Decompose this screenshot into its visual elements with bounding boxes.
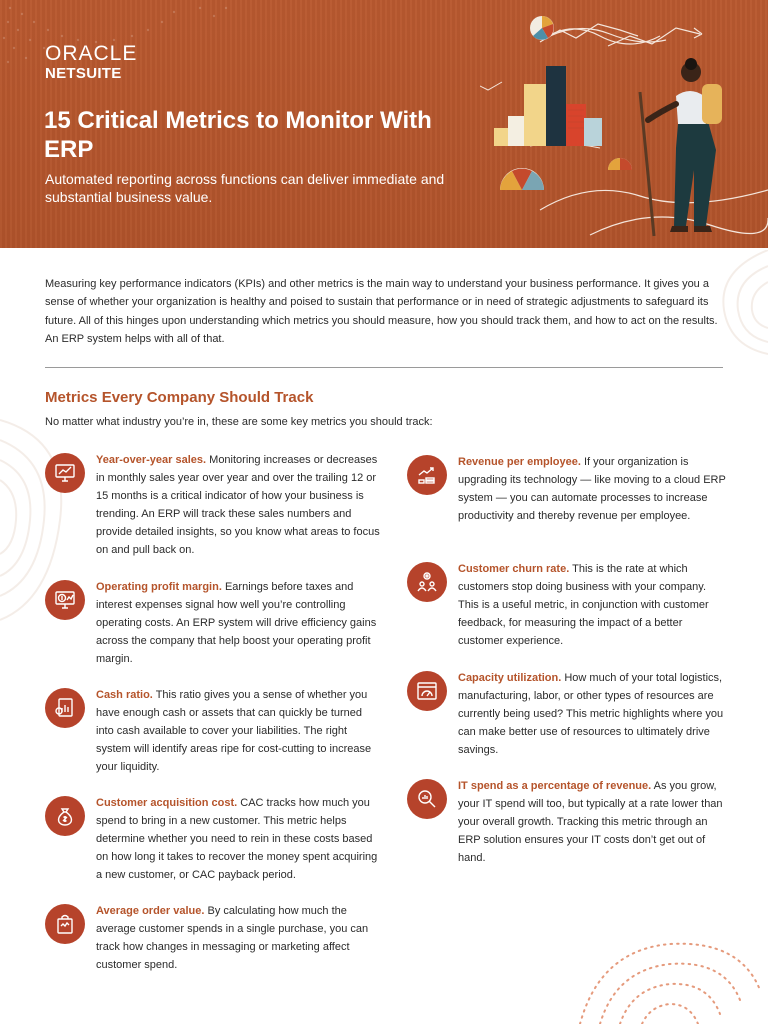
metric-name: Capacity utilization. — [458, 672, 562, 684]
metric-body: This is the rate at which customers stop doing business with your company. This is a useful metric, in conjunction with customer feedback, for measuring the impact of a better customer experience. — [458, 563, 709, 648]
section-divider — [45, 367, 723, 368]
metric-body: CAC tracks how much you spend to bring in a new customer. This metric helps determine whether you need to rein in these costs based on how long it takes to recover the money spent acquiring a new customer, or CAC payback period. — [96, 797, 378, 882]
metric-body: If your organization is upgrading its technology — like moving to a cloud ERP system — you can automate processes to increase productivity and thereby revenue per employee. — [458, 456, 726, 523]
metric-body: By calculating how much the average customer spends in a single purchase, you can track how changes in messaging or marketing affect customer spend. — [96, 905, 369, 972]
metric-body: How much of your total logistics, manufacturing, labor, or other types of resources are currently being used? This metric highlights where you can make better use of resources to ultimately drive savings. — [458, 672, 724, 757]
intro-paragraph: Measuring key performance indicators (KPIs) and other metrics is the main way to understand your business performance. It gives you a sense of whether your organization is healthy and poised to sustain that performance or in need of strategic adjustments to safeguard its future. All of this hinges upon understanding which metrics you should measure, how you should track them, and how to act on the results. An ERP system helps with all of that. — [45, 278, 718, 345]
customers-gear-icon — [407, 562, 447, 602]
metric-name: Average order value. — [96, 905, 205, 917]
metric-body: As you grow, your IT spend will too, but typically at a rate lower than your overall growth. Tracking this metric through an ERP solution ensures your IT costs don’t get out of hand. — [458, 780, 723, 865]
metric-name: Operating profit margin. — [96, 581, 222, 593]
page-title: 15 Critical Metrics to Monitor With ERP — [44, 107, 432, 163]
page-subtitle: Automated reporting across functions can deliver immediate and substantial business value. — [45, 171, 445, 205]
hero-banner — [0, 0, 768, 248]
dollar-screen-icon — [45, 580, 85, 620]
money-bag-icon — [45, 796, 85, 836]
oracle-logo: ORACLE — [45, 42, 138, 65]
metric-body: This ratio gives you a sense of whether you have enough cash or assets that can quickly be turned into cash available to cover your liabilities. The right system will identify areas ripe for cost-cutting to increase your liquidity. — [96, 689, 372, 774]
growth-coins-icon — [407, 455, 447, 495]
report-icon — [45, 688, 85, 728]
swirl-decoration — [0, 380, 100, 710]
metric-name: Revenue per employee. — [458, 456, 581, 468]
metric-name: Year-over-year sales. — [96, 454, 207, 466]
metric-name: IT spend as a percentage of revenue. — [458, 780, 652, 792]
hiker-with-charts-illustration — [480, 0, 768, 248]
netsuite-logo: NETSUITE — [45, 65, 122, 82]
metric-name: Customer acquisition cost. — [96, 797, 238, 809]
metric-name: Cash ratio. — [96, 689, 153, 701]
gauge-window-icon — [407, 671, 447, 711]
section-title: Metrics Every Company Should Track — [45, 389, 314, 406]
dotted-rings-decoration — [560, 930, 768, 1024]
chart-monitor-icon — [45, 453, 85, 493]
metric-body: Monitoring increases or decreases in monthly sales year over year and over the trailing 12 or 15 months is a critical indicator of how your business is trending. An ERP will track these sales numbers and provide detailed insights, so you know what areas to focus on and pull back on. — [96, 454, 380, 557]
metric-name: Customer churn rate. — [458, 563, 570, 575]
section-lead: No matter what industry you’re in, these are some key metrics you should track: — [45, 416, 433, 428]
metric-body: Earnings before taxes and interest expenses signal how well you’re controlling operating costs. An ERP system will drive efficiency gains across the company that help boost your operating profit margin. — [96, 581, 377, 666]
magnifier-chart-icon — [407, 779, 447, 819]
shopping-bag-icon — [45, 904, 85, 944]
